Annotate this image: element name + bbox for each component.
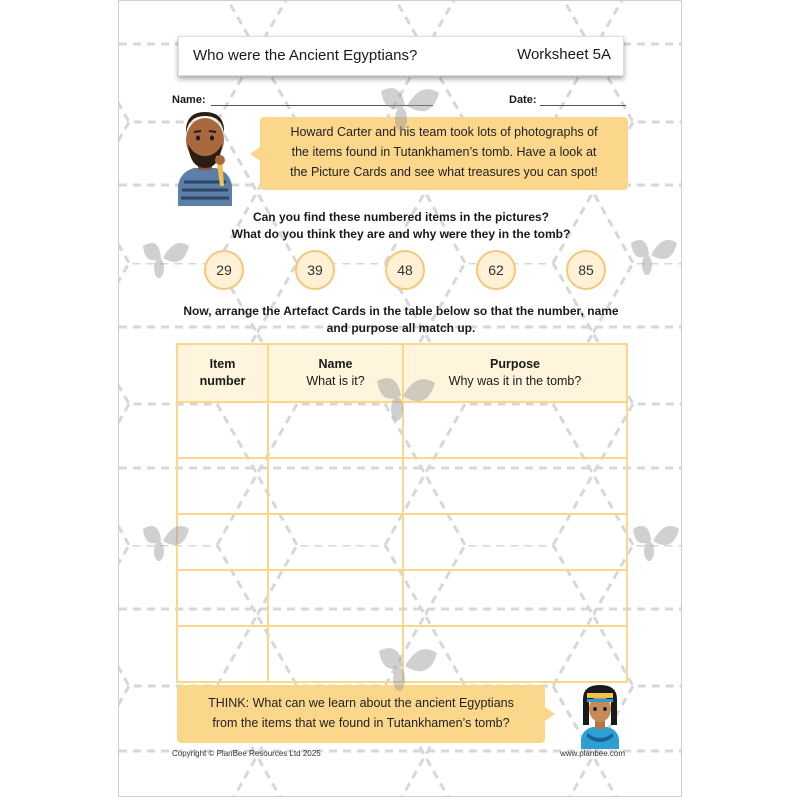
cell-name[interactable]: [268, 458, 403, 514]
cell-item-number[interactable]: [177, 626, 268, 682]
question-1-line-2: What do you think they are and why were they in the tomb?: [231, 227, 571, 241]
cell-item-number[interactable]: [177, 458, 268, 514]
header-purpose-title: Purpose: [489, 357, 540, 371]
cell-purpose[interactable]: [403, 514, 627, 570]
intro-line-2: the items found in Tutankhamen’s tomb. Have a look at: [291, 145, 597, 159]
cell-item-number[interactable]: [177, 402, 268, 458]
moth-watermark-icon: [123, 519, 193, 569]
moth-watermark-icon: [359, 641, 439, 701]
moth-watermark-icon: [361, 81, 441, 141]
cell-purpose[interactable]: [403, 458, 627, 514]
worksheet-label: Worksheet 5A: [517, 46, 611, 63]
cell-item-number[interactable]: [177, 570, 268, 626]
cell-name[interactable]: [268, 514, 403, 570]
numbered-items-row: [204, 250, 624, 294]
moth-watermark-icon: [357, 371, 437, 431]
intro-line-3: the Picture Cards and see what treasures you can spot!: [290, 165, 598, 179]
table-row: [177, 570, 627, 626]
question-2-line-1: Now, arrange the Artefact Cards in the table below so that the number, name: [183, 304, 619, 318]
header-name-sub: What is it?: [306, 374, 365, 388]
header-item-number: [177, 344, 268, 402]
number-circle-39: 39: [295, 250, 335, 290]
number-circle-85: 85: [566, 250, 606, 290]
worksheet-page: [118, 0, 682, 797]
cell-name[interactable]: [268, 570, 403, 626]
think-line-1: THINK: What can we learn about the ancient Egyptians: [208, 696, 514, 710]
intro-line-1: Howard Carter and his team took lots of photographs of: [290, 125, 598, 139]
table-row: [177, 514, 627, 570]
website-text: www.planbee.com: [560, 749, 625, 758]
date-label: Date:: [509, 94, 537, 106]
number-circle-29: 29: [204, 250, 244, 290]
header-purpose-sub: Why was it in the tomb?: [448, 374, 582, 388]
header-name-title: Name: [318, 357, 353, 371]
table-row: [177, 458, 627, 514]
copyright-text: Copyright © PlanBee Resources Ltd 2025: [172, 749, 321, 758]
title-bar: [178, 36, 624, 76]
moth-watermark-icon: [123, 236, 193, 286]
question-1: [159, 209, 643, 243]
howard-carter-character-icon: [176, 110, 234, 206]
question-2: [159, 303, 643, 337]
page-title: Who were the Ancient Egyptians?: [193, 47, 418, 64]
egyptian-character-icon: [573, 685, 627, 749]
cell-purpose[interactable]: [403, 570, 627, 626]
think-line-2: from the items that we found in Tutankhamen’s tomb?: [212, 716, 510, 730]
moth-watermark-icon: [611, 233, 681, 283]
number-circle-48: 48: [385, 250, 425, 290]
moth-watermark-icon: [613, 519, 682, 569]
header-item-number-line-1: Item: [209, 357, 236, 371]
question-1-line-1: Can you find these numbered items in the pictures?: [252, 210, 550, 224]
name-label: Name:: [172, 94, 206, 106]
question-2-line-2: and purpose all match up.: [326, 321, 476, 335]
date-field-line[interactable]: [540, 105, 626, 106]
number-circle-62: 62: [476, 250, 516, 290]
intro-speech-bubble: [260, 117, 628, 190]
header-item-number-line-2: number: [199, 374, 246, 388]
